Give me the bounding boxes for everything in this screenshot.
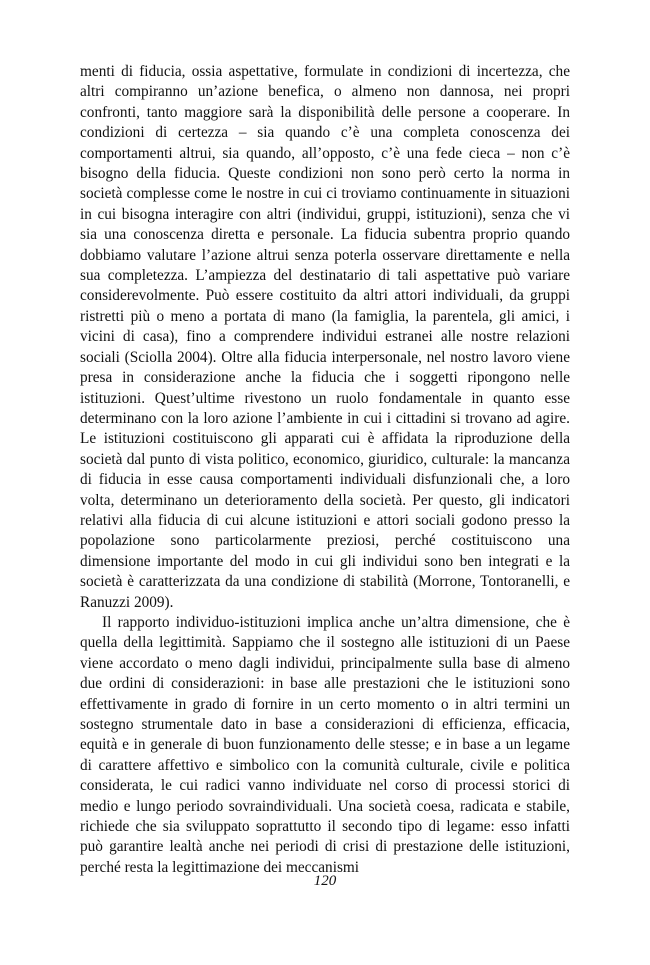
page-number: 120 bbox=[313, 873, 337, 889]
paragraph-2: Il rapporto individuo-istituzioni implica anche un’altra dimensione, che è quella della legittimità. Sappiamo che il sostegno alle istituzioni di un Paese viene accordato o meno dagli individui, principalmente sulla base di almeno due ordini di considerazioni: in base alle prestazioni che le istituzioni sono effettivamente in grado di fornire in un certo momento o in altri termini un sostegno strumentale dato in base a considerazioni di efficienza, efficacia, equità e in generale di buon funzionamento delle stesse; e in base a un legame di carattere affettivo e simbolico con la comunità culturale, civile e politica considerata, le cui radici vanno individuate nel corso di processi storici di medio e lungo periodo sovraindividuali. Una società coesa, radicata e stabile, richiede che sia sviluppato soprattutto il secondo tipo di legame: esso infatti può garantire lealtà anche nei periodi di crisi di prestazione delle istituzioni, perché resta la legittimazione dei meccanismi bbox=[80, 613, 570, 876]
body-text bbox=[80, 62, 570, 878]
paragraph-1: menti di fiducia, ossia aspettative, formulate in condizioni di incertezza, che altri compiranno un’azione benefica, o almeno non dannosa, nei propri confronti, tanto maggiore sarà la disponibilità delle persone a cooperare. In condizioni di certezza – sia quando c’è una completa conoscenza dei comportamenti altrui, sia quando, all’opposto, c’è una fede cieca – non c’è bisogno della fiducia. Queste condizioni non sono però certo la norma in società complesse come le nostre in cui ci troviamo continuamente in situazioni in cui bisogna interagire con altri (individui, gruppi, istituzioni), senza che vi sia una conoscenza diretta e personale. La fiducia subentra proprio quando dobbiamo valutare l’azione altrui senza poterla osservare direttamente e nella sua completezza. L’ampiezza del destinatario di tali aspettative può variare considerevolmente. Può essere costituito da altri attori individuali, da gruppi ristretti più o meno a portata di mano (la famiglia, la parentela, gli amici, i vicini di casa), fino a comprendere individui estranei alle nostre relazioni sociali (Sciolla 2004). Oltre alla fiducia interpersonale, nel nostro lavoro viene presa in considerazione anche la fiducia che i soggetti ripongono nelle istituzioni. Quest’ultime rivestono un ruolo fondamentale in quanto esse determinano con la loro azione l’ambiente in cui i cittadini si trovano ad agire. Le istituzioni costituiscono gli apparati cui è affidata la riproduzione della società dal punto di vista politico, economico, giuridico, culturale: la mancanza di fiducia in esse causa comportamenti individuali disfunzionali che, a loro volta, determinano un deterioramento della società. Per questo, gli indicatori relativi alla fiducia di cui alcune istituzioni e attori sociali godono presso la popolazione sono particolarmente preziosi, perché costituiscono una dimensione importante del modo in cui gli individui sono ben integrati e la società è caratterizzata da una condizione di stabilità (Morrone, Tontoranelli, e Ranuzzi 2009). bbox=[80, 63, 570, 611]
